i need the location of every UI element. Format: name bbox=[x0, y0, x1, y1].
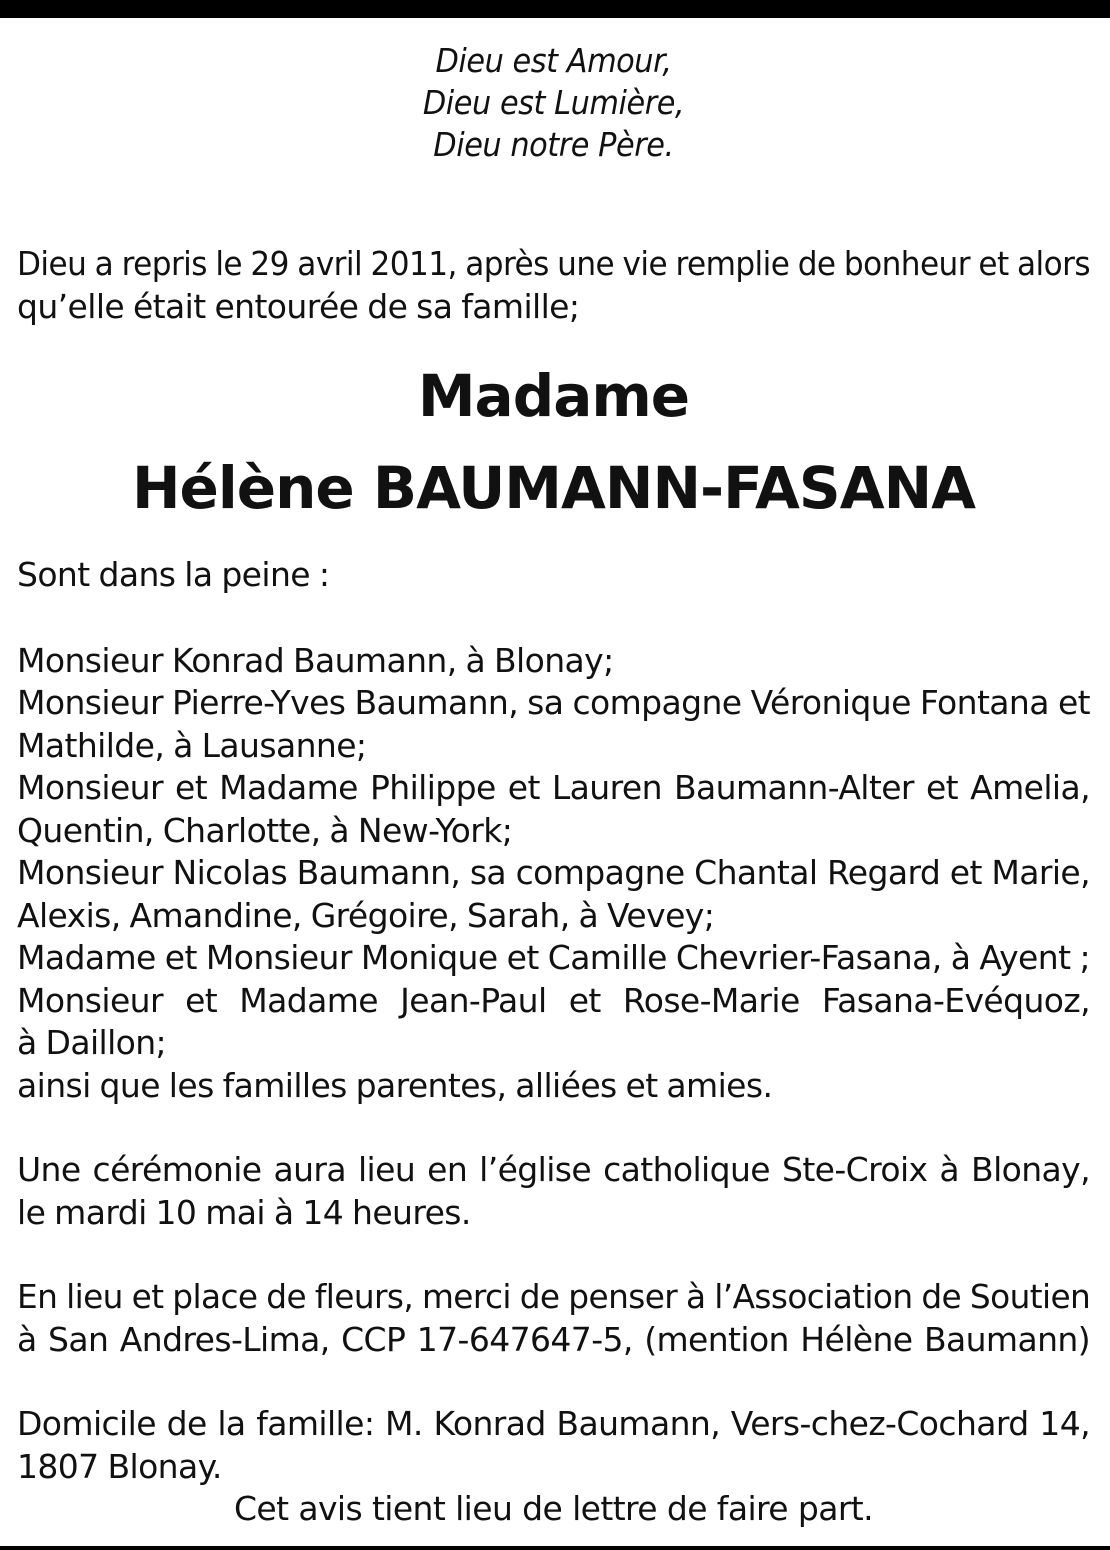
mourner-line: Monsieur et Madame Jean-Paul et Rose-Marie Fasana-Evéquoz, bbox=[17, 980, 1090, 1020]
deceased-name: Hélène BAUMANN-FASANA bbox=[131, 454, 976, 522]
mourners-list bbox=[17, 640, 1090, 1108]
mourner-line: Monsieur Pierre-Yves Baumann, sa compagne Véronique Fontana et bbox=[17, 683, 1090, 722]
opening-verse bbox=[60, 40, 1047, 166]
obituary-notice bbox=[17, 40, 1090, 1531]
mourner-line: Monsieur Nicolas Baumann, sa compagne Chantal Regard et Marie, bbox=[17, 853, 1090, 892]
verse-line: Dieu est Amour, bbox=[435, 41, 672, 80]
domicile-line: Domicile de la famille: M. Konrad Baumann, Vers-chez-Cochard 14, bbox=[17, 1404, 1090, 1443]
mourner-line: ainsi que les familles parentes, alliées et amies. bbox=[17, 1065, 773, 1105]
intro-paragraph bbox=[17, 243, 1090, 328]
ceremony-line: Une cérémonie aura lieu en l’église catholique Ste-Croix à Blonay, bbox=[17, 1150, 1090, 1189]
intro-line: Dieu a repris le 29 avril 2011, après une vie remplie de bonheur et alors bbox=[17, 244, 1090, 283]
domicile-line: 1807 Blonay. bbox=[17, 1446, 222, 1486]
bottom-border-rule bbox=[0, 1546, 1110, 1550]
mourner-line: Monsieur et Madame Philippe et Lauren Baumann-Alter et Amelia, bbox=[17, 768, 1090, 807]
mourner-line: Madame et Monsieur Monique et Camille Chevrier-Fasana, à Ayent ; bbox=[17, 938, 1090, 977]
mourner-line: à Daillon; bbox=[17, 1023, 167, 1062]
verse-line: Dieu est Lumière, bbox=[422, 83, 685, 122]
ceremony-paragraph bbox=[17, 1149, 1090, 1234]
mourner-line: Quentin, Charlotte, à New-York; bbox=[17, 810, 513, 850]
mourner-line: Mathilde, à Lausanne; bbox=[17, 725, 367, 765]
mourners-heading bbox=[17, 554, 1090, 597]
ceremony-line: le mardi 10 mai à 14 heures. bbox=[17, 1192, 471, 1232]
donation-paragraph bbox=[17, 1276, 1090, 1361]
donation-line: En lieu et place de fleurs, merci de penser à l’Association de Soutien bbox=[17, 1277, 1091, 1316]
top-border-rule bbox=[0, 0, 1110, 18]
domicile-paragraph bbox=[17, 1403, 1090, 1488]
deceased-title: Madame bbox=[417, 362, 690, 430]
closing-statement: Cet avis tient lieu de lettre de faire part. bbox=[233, 1489, 874, 1528]
mourner-line: Monsieur Konrad Baumann, à Blonay; bbox=[17, 640, 614, 680]
mourner-line: Alexis, Amandine, Grégoire, Sarah, à Vevey; bbox=[17, 895, 715, 935]
mourners-heading-text: Sont dans la peine : bbox=[17, 555, 330, 594]
verse-line: Dieu notre Père. bbox=[433, 125, 674, 164]
deceased-name-block bbox=[17, 350, 1090, 534]
donation-line: à San Andres-Lima, CCP 17-647647-5, (mention Hélène Baumann) bbox=[17, 1319, 1090, 1359]
intro-line: qu’elle était entourée de sa famille; bbox=[17, 286, 580, 326]
